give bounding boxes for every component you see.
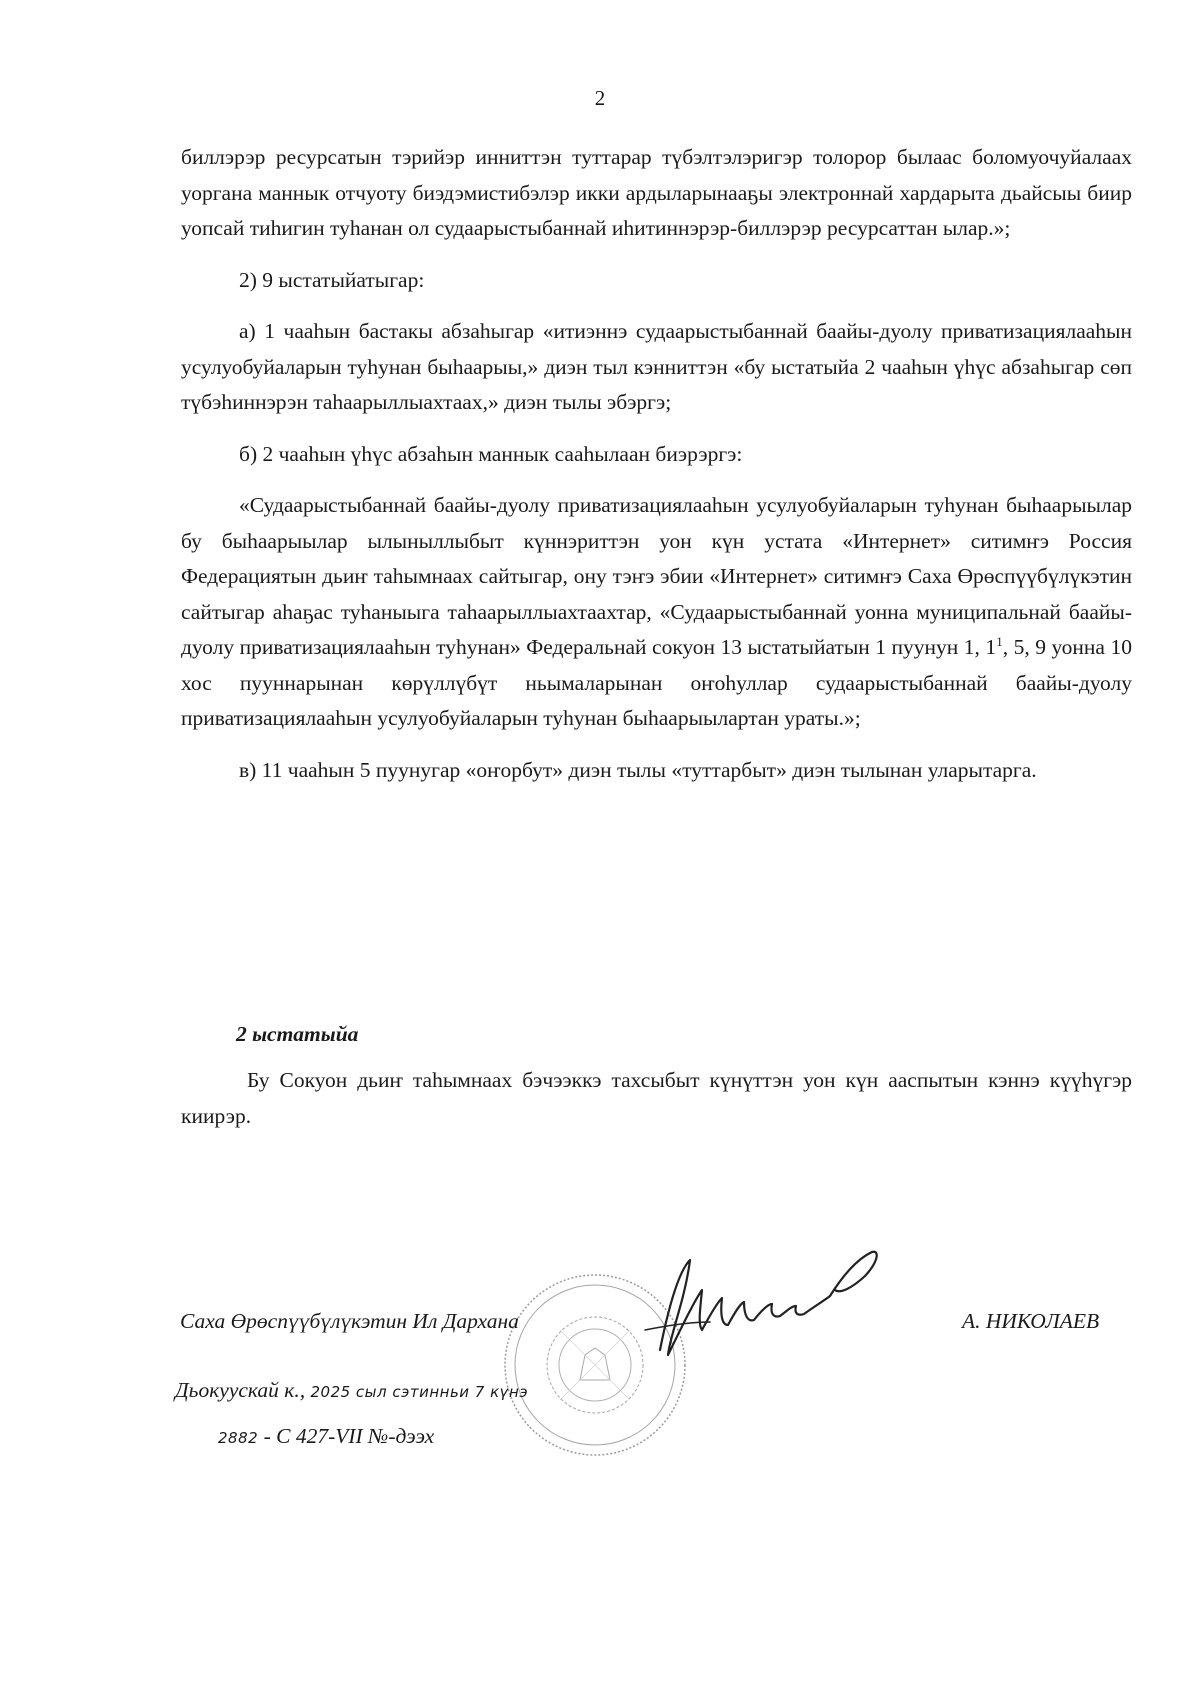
signer-name: А. НИКОЛАЕВ [962,1309,1100,1333]
document-body [181,140,1132,804]
handwritten-number: 2882 [218,1429,259,1447]
paragraph-4: б) 2 чааһын үһүс абзаһын маннык сааһылаан биэрэргэ: [239,441,743,466]
superscript: 1 [996,633,1003,649]
article-heading: 2 ыстатыйа [236,1022,359,1046]
paragraph-5-text-a: «Судаарыстыбаннай баайы-дуолу приватизациялааһын усулуобуйаларын туһунан быһаарыылар бу быһаарыылар ылыныллыбыт күннэриттэн уон күн устата «Интернет» ситимҥэ Россия Федерациятын дьиҥ таһымнаах сайтыгар, ону тэҥэ эбии «Интернет» ситимҥэ Саха Өрөспүүбүлүкэтин сайтыгар аһаҕас туһаныыга таһаарыллыахтаахтар, «Судаарыстыбаннай уонна муниципальнай баайы-дуолу приватизациялааһын туһунан» Федеральнай сокуон 13 ыстатыйатын 1 пуунун 1, 1 [181,493,1132,659]
registration-suffix: - С 427-VII №-дээх [258,1424,435,1448]
paragraph-3: а) 1 чааһын бастакы абзаһыгар «итиэннэ судаарыстыбаннай баайы-дуолу приватизациялааһын усулуобуйаларын туһунан быһаарыы,» диэн тыл кэнниттэн «бу ыстатыйа 2 чааһын үһүс абзаһыгар сөп түбэһиннэрэн таһаарыллыахтаах,» диэн тылы эбэргэ; [181,319,1132,414]
paragraph-5-text-b: , 5, 9 уонна 10 хос пууннарынан көрүллүбүт ньымаларынан оҥоһуллар судаарыстыбаннай баайы-дуолу приватизациялааһын усулуобуйаларын туһунан быһаарыылартан ураты.»; [181,635,1132,730]
signature-mark [640,1230,900,1380]
place-date [175,1378,528,1403]
paragraph-5 [181,488,1132,737]
registration-number [218,1424,434,1449]
page-number: 2 [594,86,606,110]
paragraph-6: в) 11 чааһын 5 пуунугар «оҥорбут» диэн тылы «туттарбыт» диэн тылынан уларытарга. [239,757,1037,782]
place: Дьокуускай к., [175,1378,306,1402]
handwritten-date: 2025 сыл сэтинньи 7 күнэ [310,1383,529,1401]
article-text: Бу Сокуон дьиҥ таһымнаах бэчээккэ тахсыбыт күнүттэн уон күн ааспытын кэннэ күүһүгэр киирэр. [181,1068,1132,1128]
signer-title: Саха Өрөспүүбүлүкэтин Ил Дарханa [180,1309,519,1333]
paragraph-1: биллэрэр ресурсатын тэрийэр инниттэн туттарар түбэлтэлэригэр толорор былаас боломуочуйалаах уоргана маннык отчуоту биэдэмистибэлэр икки ардыларынааҕы электроннай хардарыта дьайсыы биир уопсай тиһигин туһанан ол судаарыстыбаннай иһитиннэрэр-биллэрэр ресурсаттан ылар.»; [181,145,1132,240]
paragraph-2: 2) 9 ыстатыйатыгар: [239,267,425,292]
